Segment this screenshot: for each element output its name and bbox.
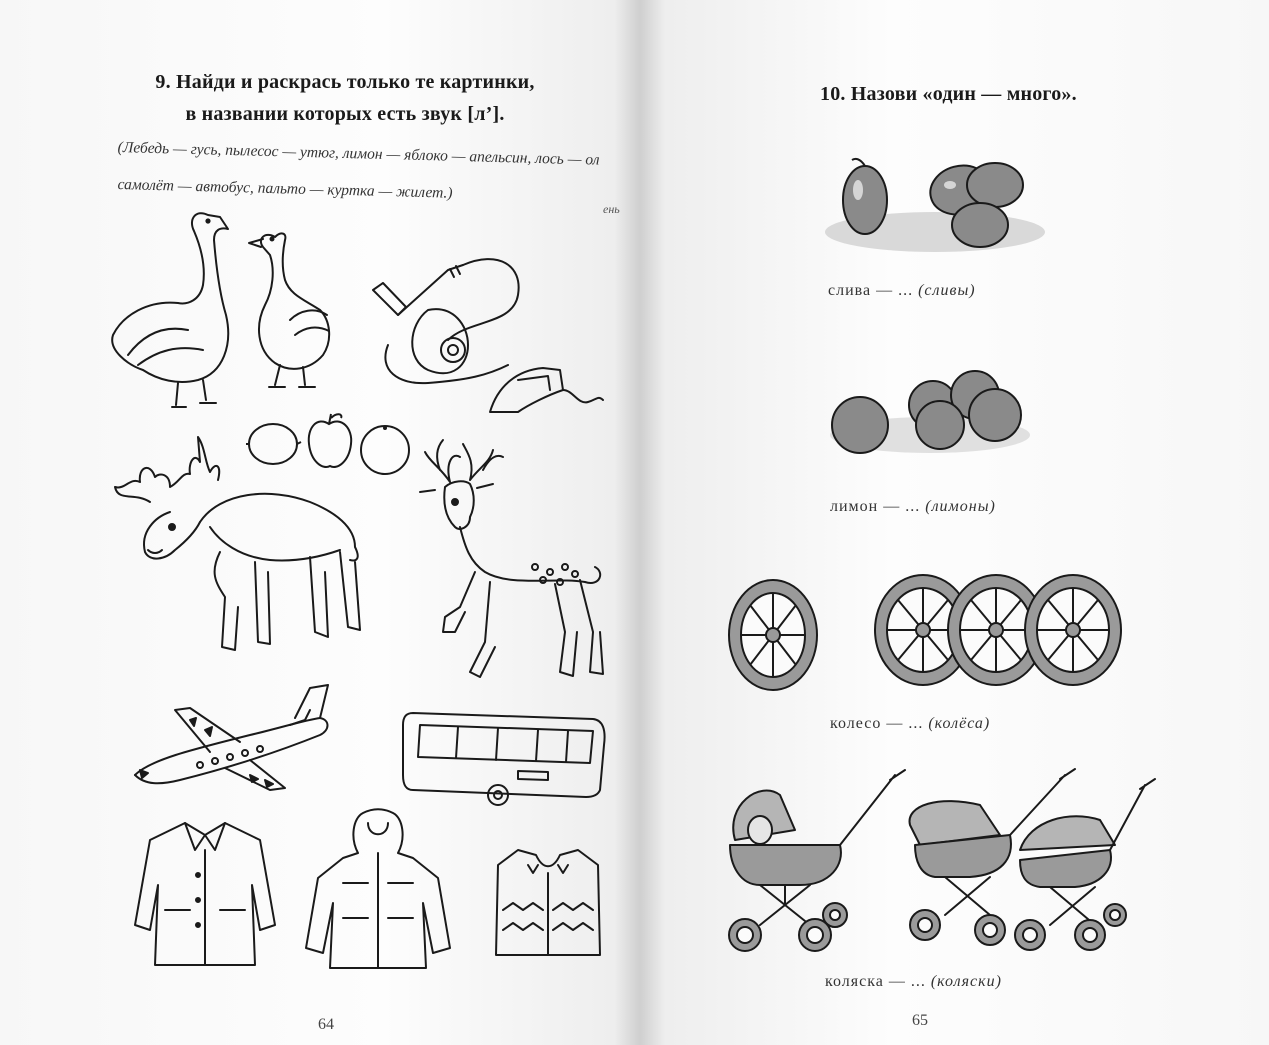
caption-wheel-answer: (колёса) <box>928 715 991 732</box>
deer-icon <box>415 432 605 690</box>
bus-icon <box>398 705 608 815</box>
caption-plum <box>828 282 976 300</box>
exercise-9-title-line2: в названии которых есть звук [л’]. <box>185 103 505 125</box>
right-page <box>640 0 1269 1045</box>
plum-icon <box>820 150 1050 260</box>
caption-plum-answer: (сливы) <box>918 282 976 299</box>
page-number-64: 64 <box>318 1016 334 1033</box>
swan-icon <box>108 205 238 415</box>
airplane-icon <box>130 680 340 800</box>
goose-icon <box>245 225 340 400</box>
caption-plum-word: слива — ... <box>828 282 914 299</box>
coat-icon <box>130 815 280 975</box>
caption-lemon <box>830 498 996 516</box>
caption-stroller-word: коляска — ... <box>825 973 926 990</box>
vest-icon <box>488 845 608 965</box>
exercise-9-hint-line1: (Лебедь — гусь, пылесос — утюг, лимон — яблоко — апельсин, лось — ол <box>117 138 600 169</box>
caption-stroller-answer: (коляски) <box>930 973 1002 990</box>
exercise-10-title: 10. Назови «один — много». <box>820 83 1077 105</box>
stroller-single <box>729 770 905 951</box>
page-number-65: 65 <box>912 1012 928 1029</box>
stray-text: ень <box>603 202 620 216</box>
wheel-icon <box>728 575 1128 695</box>
exercise-9-hint-line2: самолёт — автобус, пальто — куртка — жилет.) <box>117 175 453 202</box>
caption-stroller <box>825 973 1002 991</box>
iron-icon <box>488 360 608 420</box>
orange-icon <box>358 420 413 480</box>
moose-icon <box>110 432 365 672</box>
jacket-icon <box>298 808 458 978</box>
caption-wheel <box>830 715 990 733</box>
exercise-9-title <box>120 66 570 130</box>
caption-lemon-word: лимон — ... <box>830 498 921 515</box>
caption-lemon-answer: (лимоны) <box>925 498 996 515</box>
stroller-double <box>910 769 1155 950</box>
exercise-9-title-line1: 9. Найди и раскрась только те картинки, <box>155 71 535 93</box>
caption-wheel-word: колесо — ... <box>830 715 924 732</box>
lemons-icon <box>825 355 1035 465</box>
stroller-icon <box>720 765 1160 960</box>
